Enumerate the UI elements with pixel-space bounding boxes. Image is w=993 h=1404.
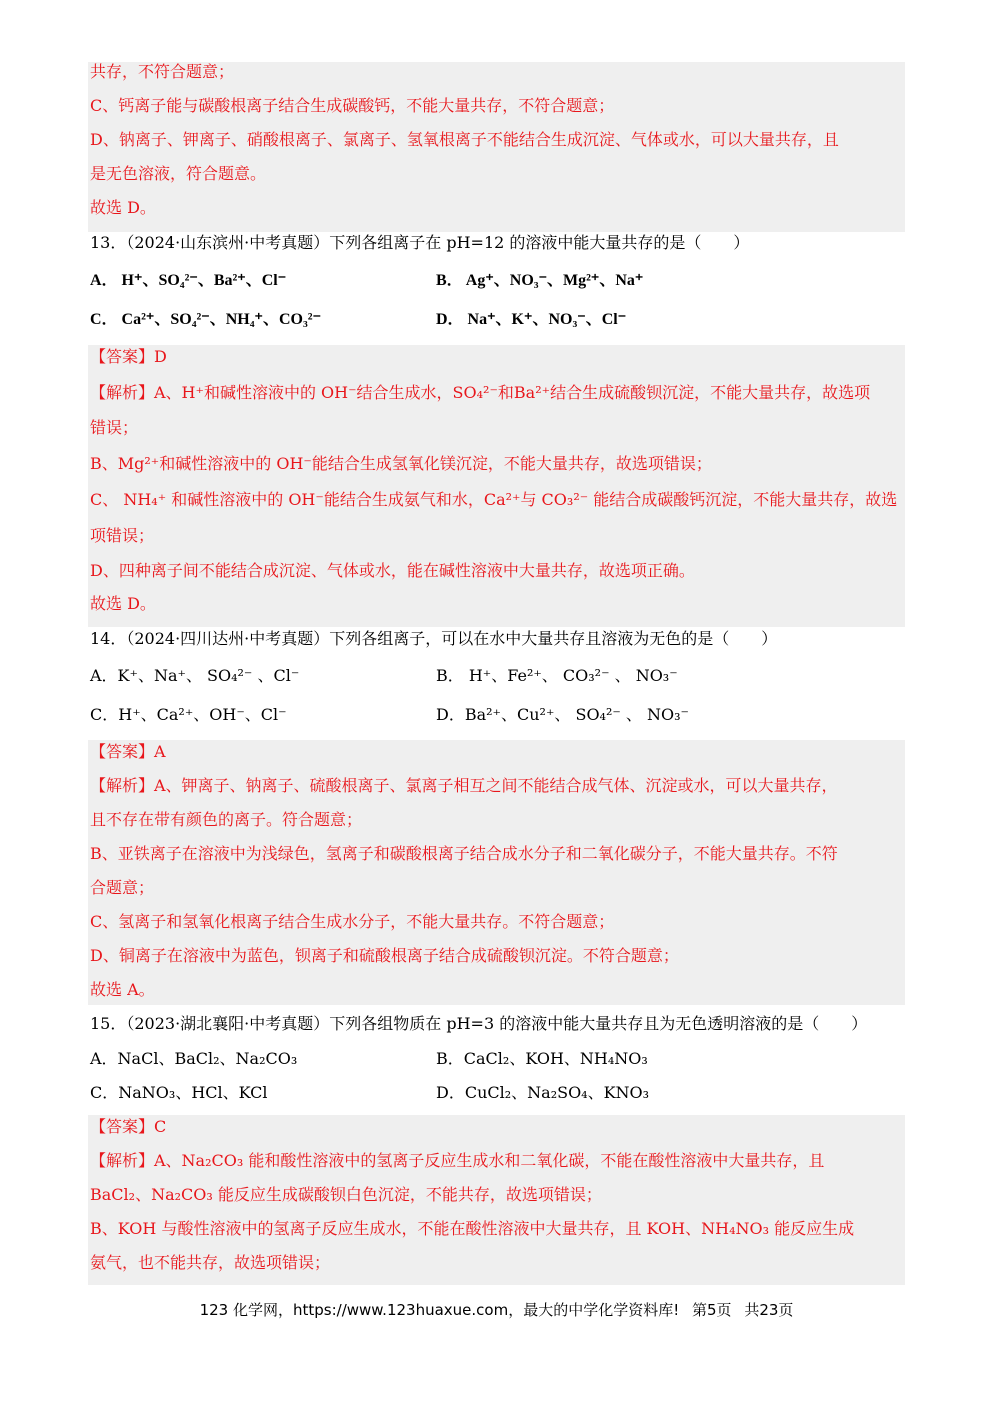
explanation-line: 共存，不符合题意； (90, 62, 235, 81)
footer-total-pages: 共23页 (744, 1301, 794, 1319)
question-13-option-d: D． Na⁺、K⁺、NO₃⁻、Cl⁻ (436, 311, 627, 328)
explanation-line: D、钠离子、钾离子、硝酸根离子、氯离子、氢氧根离子不能结合生成沉淀、气体或水，可以大量共存，且 (90, 130, 839, 149)
question-14-option-d: D．Ba²⁺、Cu²⁺、 SO₄²⁻ 、 NO₃⁻ (436, 705, 689, 724)
explanation-line: B、亚铁离子在溶液中为浅绿色，氢离子和碳酸根离子结合成水分子和二氧化碳分子，不能大量共存。不符 (90, 844, 838, 863)
explanation-line: 氨气，也不能共存，故选项错误； (90, 1253, 331, 1272)
explanation-line: D、四种离子间不能结合成沉淀、气体或水，能在碱性溶液中大量共存，故选项正确。 (90, 561, 695, 580)
question-13-option-b: B． Ag⁺、NO₃⁻、Mg²⁺、Na⁺ (436, 272, 644, 289)
question-14-stem: 14．（2024·四川达州·中考真题）下列各组离子，可以在水中大量共存且溶液为无色的是（ ） (90, 629, 778, 648)
footer-site-text: 123 化学网，https://www.123huaxue.com，最大的中学化学资料库! (199, 1301, 680, 1319)
question-15-option-b: B．CaCl₂、KOH、NH₄NO₃ (436, 1049, 648, 1068)
page-footer (0, 1299, 993, 1320)
explanation-line: 错误； (90, 418, 139, 437)
explanation-line: 故选 D。 (90, 198, 156, 217)
explanation-line: C、钙离子能与碳酸根离子结合生成碳酸钙，不能大量共存，不符合题意； (90, 96, 615, 115)
explanation-line: C、氢离子和氢氧化根离子结合生成水分子，不能大量共存。不符合题意； (90, 912, 615, 931)
explanation-line: D、铜离子在溶液中为蓝色，钡离子和硫酸根离子结合成硫酸钡沉淀。不符合题意； (90, 946, 679, 965)
question-15-option-c: C．NaNO₃、HCl、KCl (90, 1083, 268, 1102)
explanation-line: 故选 A。 (90, 980, 155, 999)
answer-13: 【答案】D (90, 347, 167, 366)
question-13-stem: 13．（2024·山东滨州·中考真题）下列各组离子在 pH=12 的溶液中能大量共存的是（ ） (90, 233, 750, 252)
footer-page-number: 第5页 (692, 1301, 732, 1319)
question-15-option-a: A．NaCl、BaCl₂、Na₂CO₃ (90, 1049, 298, 1068)
explanation-line: 合题意； (90, 878, 155, 897)
answer-15: 【答案】C (90, 1117, 167, 1136)
explanation-line: 项错误； (90, 526, 155, 545)
answer-14: 【答案】A (90, 742, 166, 761)
question-14-option-c: C．H⁺、Ca²⁺、OH⁻、Cl⁻ (90, 705, 287, 724)
explanation-line: 故选 D。 (90, 594, 156, 613)
explanation-line: 【解析】A、H⁺和碱性溶液中的 OH⁻结合生成水，SO₄²⁻和Ba²⁺结合生成硫酸钡沉淀，不能大量共存，故选项 (90, 383, 871, 402)
explanation-line: B、KOH 与酸性溶液中的氢离子反应生成水，不能在酸性溶液中大量共存，且 KOH、NH₄NO₃ 能反应生成 (90, 1219, 855, 1238)
question-14-option-b: B． H⁺、Fe²⁺、 CO₃²⁻ 、 NO₃⁻ (436, 666, 678, 685)
explanation-line: 【解析】A、钾离子、钠离子、硫酸根离子、氯离子相互之间不能结合成气体、沉淀或水，可以大量共存， (90, 776, 838, 795)
explanation-line: C、 NH₄⁺ 和碱性溶液中的 OH⁻能结合生成氨气和水，Ca²⁺与 CO₃²⁻ 能结合成碳酸钙沉淀，不能大量共存，故选 (90, 490, 898, 509)
explanation-line: B、Mg²⁺和碱性溶液中的 OH⁻能结合生成氢氧化镁沉淀，不能大量共存，故选项错误； (90, 454, 712, 473)
question-15-stem: 15．（2023·湖北襄阳·中考真题）下列各组物质在 pH=3 的溶液中能大量共存且为无色透明溶液的是（ ） (90, 1014, 868, 1033)
explanation-line: 【解析】A、Na₂CO₃ 能和酸性溶液中的氢离子反应生成水和二氧化碳，不能在酸性溶液中大量共存，且 (90, 1151, 825, 1170)
question-13-option-c: C． Ca²⁺、SO₄²⁻、NH₄⁺、CO₃²⁻ (90, 311, 322, 328)
question-15-option-d: D．CuCl₂、Na₂SO₄、KNO₃ (436, 1083, 650, 1102)
question-14-option-a: A．K⁺、Na⁺、 SO₄²⁻ 、Cl⁻ (90, 666, 300, 685)
explanation-line: 是无色溶液，符合题意。 (90, 164, 267, 183)
explanation-line: BaCl₂、Na₂CO₃ 能反应生成碳酸钡白色沉淀，不能共存，故选项错误； (90, 1185, 602, 1204)
explanation-line: 且不存在带有颜色的离子。符合题意； (90, 810, 363, 829)
question-13-option-a: A． H⁺、SO₄²⁻、Ba²⁺、Cl⁻ (90, 272, 287, 289)
